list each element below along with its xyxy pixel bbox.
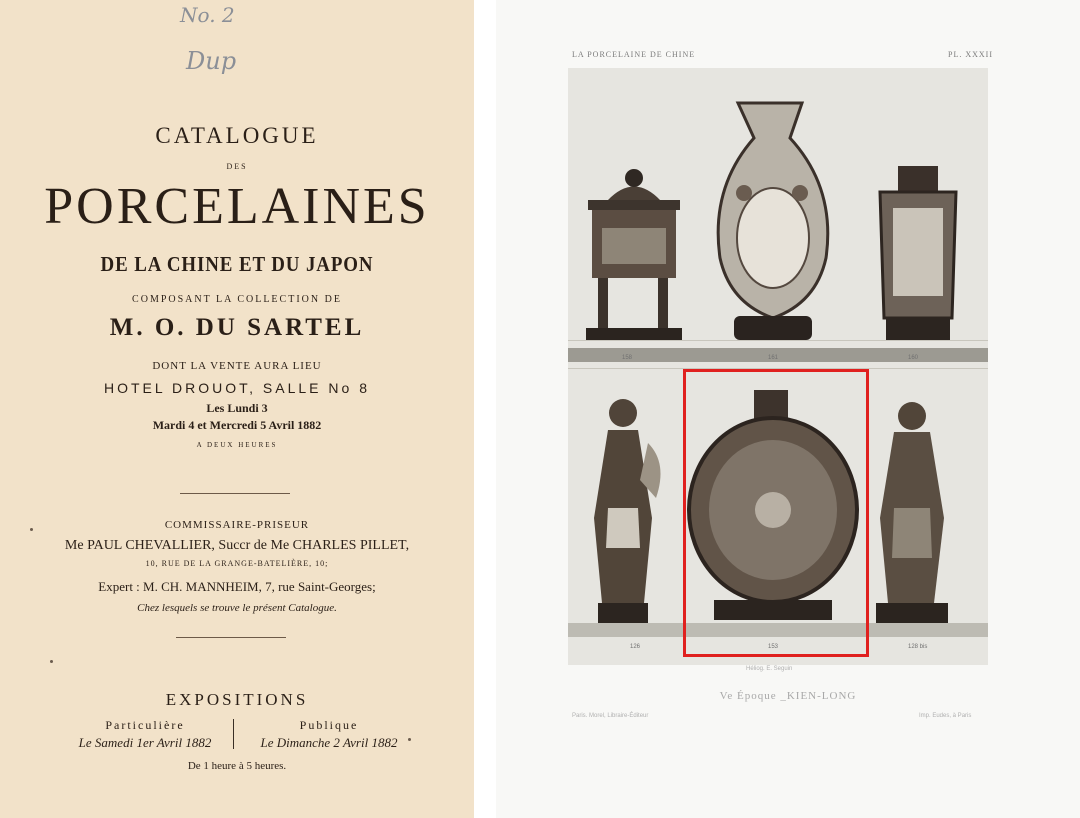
des-text: DES <box>226 162 248 171</box>
number-153: 153 <box>768 644 779 650</box>
catalogue-heading: CATALOGUE <box>155 123 319 148</box>
page-gap <box>474 0 496 818</box>
expert-mannheim: Expert : M. CH. MANNHEIM, 7, rue Saint-Georges; <box>98 579 376 594</box>
deux-heures-text: A DEUX HEURES <box>196 441 278 449</box>
opening-hours: De 1 heure à 5 heures. <box>187 760 287 772</box>
number-128-bis: 128 bis <box>908 644 928 650</box>
vase-160 <box>880 166 956 340</box>
plate-header-right: PL. XXXII <box>948 50 993 59</box>
publique-date: Le Dimanche 2 Avril 1882 <box>260 735 398 750</box>
highlight-frame <box>683 369 869 657</box>
catalogue-title-page <box>0 0 474 818</box>
paul-chevallier: Me PAUL CHEVALLIER, Succr de Me CHARLES PILLET, <box>64 538 410 553</box>
date-lundi: Les Lundi 3 <box>206 401 268 415</box>
chez-lesquels: Chez lesquels se trouve le présent Catalogue. <box>137 602 337 614</box>
plate-header-left: LA PORCELAINE DE CHINE <box>572 50 696 59</box>
exposition-divider <box>233 719 234 749</box>
publisher-credit: Paris. Morel, Libraire-Éditeur <box>572 713 649 719</box>
collector-name: M. O. DU SARTEL <box>109 314 365 341</box>
printer-credit: Imp. Eudes, à Paris <box>919 713 972 719</box>
vente-text: DONT LA VENTE AURA LIEU <box>152 360 322 372</box>
number-158: 158 <box>622 355 633 361</box>
divider-bottom <box>176 637 286 638</box>
paper-speck <box>30 528 33 531</box>
particuliere-date: Le Samedi 1er Avril 1882 <box>78 735 212 750</box>
publique-label: Publique <box>299 718 359 732</box>
handwritten-dup: Dup <box>186 47 237 75</box>
rue-grange-bateliere: 10, RUE DE LA GRANGE-BATELIÈRE, 10; <box>145 559 329 568</box>
number-160: 160 <box>908 355 919 361</box>
paper-speck <box>408 738 411 741</box>
particuliere-label: Particulière <box>105 718 185 732</box>
plate-caption: Ve Époque _KIEN-LONG <box>719 690 857 702</box>
date-mardi-mercredi: Mardi 4 et Mercredi 5 Avril 1882 <box>152 418 322 432</box>
commissaire-priseur: COMMISSAIRE-PRISEUR <box>164 519 310 531</box>
censer-158 <box>586 169 682 340</box>
vase-161 <box>718 103 828 340</box>
engraver-credit: Héliog. E. Seguin <box>746 666 793 672</box>
number-161: 161 <box>768 355 779 361</box>
composant-text: COMPOSANT LA COLLECTION DE <box>132 294 342 305</box>
number-126: 126 <box>630 644 641 650</box>
paper-speck <box>50 660 53 663</box>
hotel-drouot: HOTEL DROUOT, SALLE No 8 <box>104 380 370 396</box>
figure-126 <box>594 399 661 623</box>
subtitle-chine-japon: DE LA CHINE ET DU JAPON <box>100 252 374 276</box>
expositions-heading: EXPOSITIONS <box>165 690 309 709</box>
divider-top <box>180 493 290 494</box>
porcelaines-title: PORCELAINES <box>44 178 430 235</box>
figure-128-bis <box>876 402 948 623</box>
handwritten-number: No. 2 <box>180 3 235 27</box>
